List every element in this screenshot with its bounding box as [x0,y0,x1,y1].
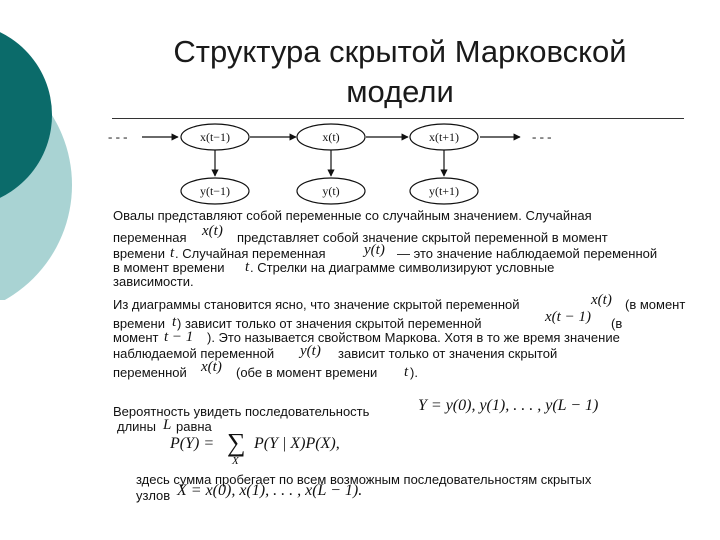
p1-var-xt: x(t) [202,223,223,239]
p1-var-t1: t [170,245,175,261]
sum-symbol: ∑ [227,428,246,457]
p2-line-3a: момент [113,330,159,345]
hmm-diagram [100,120,580,208]
p2-line-2a: времени [113,316,165,331]
p2-line-5a: переменной [113,365,187,380]
p3-line-2b: равна [176,419,212,434]
p1-line-1: Овалы представляют собой переменные со случайным значением. Случайная [113,208,592,223]
decorative-circles [0,0,80,300]
p1-line-3c: — это значение наблюдаемой переменной [397,246,658,261]
p2-line-5b: (обе в момент времени [236,365,378,380]
observed-node-2-label: y(t) [322,184,340,198]
formula-left: P(Y) = [170,435,215,452]
p1-line-2a: переменная [113,230,187,245]
observed-node-1-label: y(t−1) [199,184,231,198]
p1-line-4b: . Стрелки на диаграмме символизируют условные [250,260,555,275]
p2-var-xt: x(t) [591,292,612,308]
formula-right: P(Y | X)P(X), [254,435,340,452]
p1-line-3b: . Случайная переменная [175,246,326,261]
title-line-2: модели [346,74,454,109]
p1-line-5: зависимости. [113,274,194,289]
p2-line-3b: ). Это называется свойством Маркова. Хотя в то же время значение [207,330,620,345]
p3-sequence-Y: Y = y(0), y(1), . . . , y(L − 1) [418,397,599,414]
observed-node-3-label: y(t+1) [428,184,460,198]
p1-line-2b: представляет собой значение скрытой переменной в момент [237,230,608,245]
p2-var-yt: y(t) [300,343,321,359]
p2-line-1b: (в момент [625,297,686,312]
page-title [130,32,670,112]
p3-var-L: L [163,417,172,433]
p1-line-4a: в момент времени [113,260,225,275]
p3-sequence-X: X = x(0), x(1), . . . , x(L − 1). [177,482,363,499]
p2-line-5c: ). [410,365,418,380]
p2-line-4b: зависит только от значения скрытой [338,346,558,361]
p3-line-2a: длины [117,419,156,434]
p1-var-yt: y(t) [364,242,385,258]
p2-line-1a: Из диаграммы становится ясно, что значение скрытой переменной [113,297,520,312]
ellipsis-left: - - - [108,129,128,144]
p3-line-3: здесь сумма пробегает по всем возможным последовательностям скрытых [136,472,592,487]
p1-var-t2: t [245,259,250,275]
p2-var-t-1: t − 1 [164,329,194,345]
p2-var-xt-1: x(t − 1) [545,309,591,325]
p2-var-xt-2: x(t) [201,359,222,375]
hidden-node-2-label: x(t) [322,130,340,144]
sum-subscript: X [232,455,239,467]
p3-line-4a: узлов [136,488,171,503]
p2-line-4a: наблюдаемой переменной [113,346,275,361]
p2-var-t1: t [172,314,177,330]
p2-var-t2: t [404,364,409,380]
p2-line-2b: ) зависит только от значения скрытой переменной [177,316,482,331]
p3-line-1a: Вероятность увидеть последовательность [113,404,370,419]
title-line-1: Структура скрытой Марковской [173,34,627,69]
hidden-node-3-label: x(t+1) [428,130,460,144]
title-divider [112,118,684,119]
ellipsis-right: - - - [532,129,552,144]
p2-line-2c: (в [611,316,623,331]
hidden-node-1-label: x(t−1) [199,130,231,144]
p1-line-3a: времени [113,246,165,261]
